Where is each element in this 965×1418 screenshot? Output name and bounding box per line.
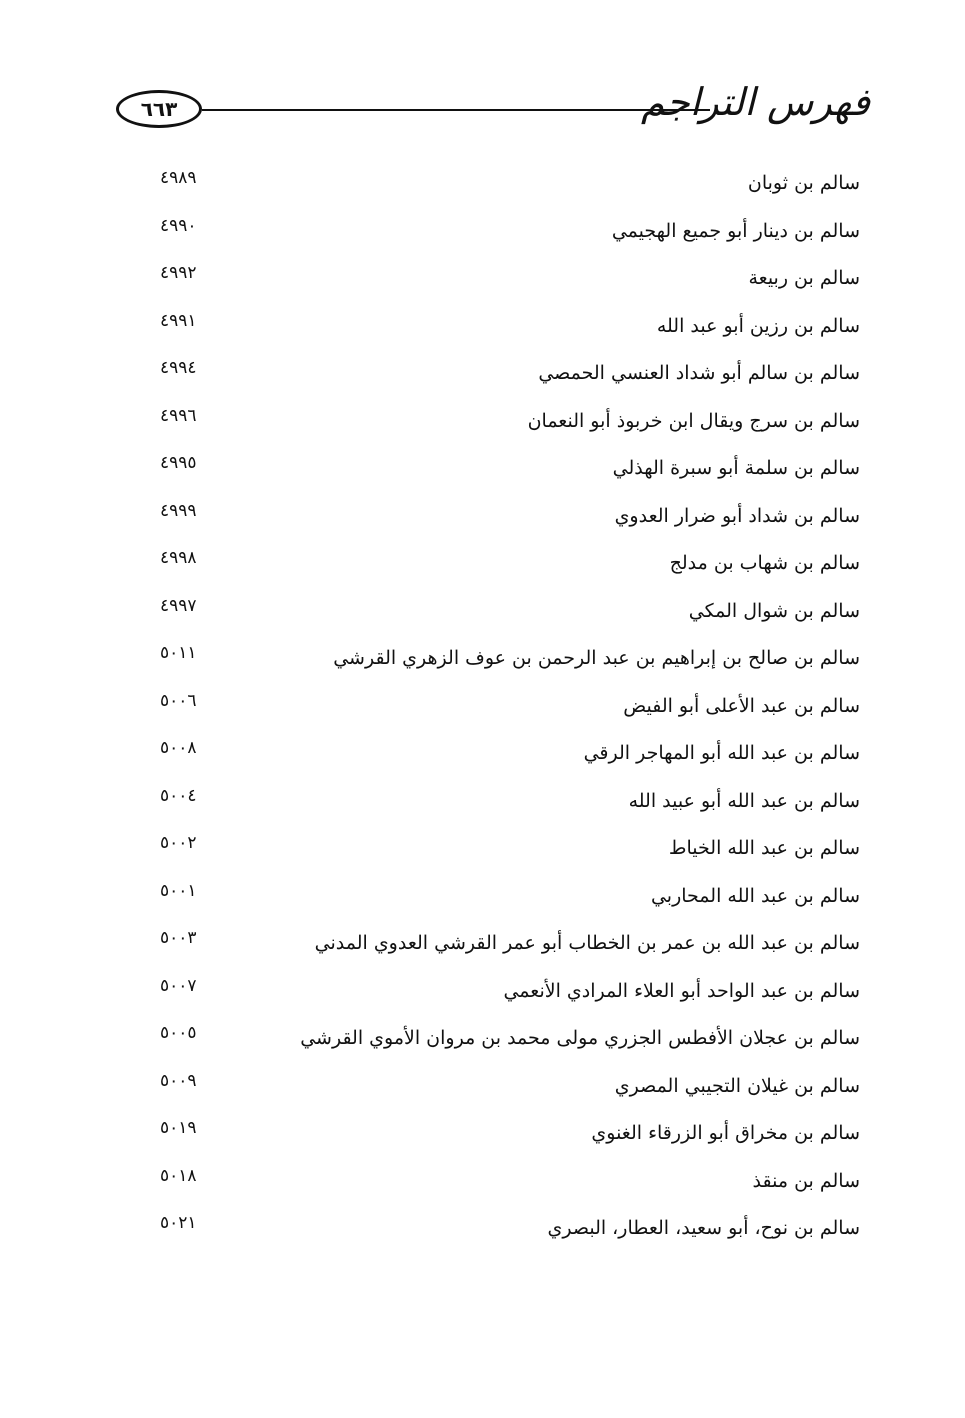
- index-entry: [160, 406, 860, 454]
- index-entry: [160, 881, 860, 929]
- index-entry: [160, 548, 860, 596]
- entry-number: ٤٩٩١: [160, 310, 197, 331]
- entry-number: ٤٩٩٢: [160, 263, 197, 283]
- entry-name: سالم بن ثوبان: [747, 172, 860, 194]
- entry-number: ٤٩٨٩: [160, 168, 197, 188]
- index-entry: [160, 311, 860, 359]
- page-number-badge: [116, 90, 202, 128]
- entry-number: ٥٠٠٤: [160, 785, 197, 806]
- entry-number: ٥٠٠٣: [160, 928, 197, 948]
- entry-name: سالم بن عبد الله أبو عبيد الله: [628, 789, 860, 812]
- entry-name: سالم بن منقذ: [752, 1169, 860, 1192]
- entry-name: سالم بن عبد الواحد أبو العلاء المرادي الأنعمي: [503, 979, 860, 1002]
- entry-number: ٥٠٠٩: [160, 1070, 197, 1091]
- index-entry: [160, 501, 860, 549]
- entry-name: سالم بن سلمة أبو سبرة الهذلي: [612, 457, 860, 479]
- entry-name: سالم بن نوح، أبو سعيد، العطار، البصري: [547, 1217, 860, 1239]
- index-entry: [160, 358, 860, 406]
- entry-number: ٥٠٠٨: [160, 738, 197, 758]
- entry-name: سالم بن عبد الله المحاربي: [650, 884, 860, 907]
- entry-number: ٥٠٢١: [160, 1213, 197, 1233]
- index-entry: [160, 1071, 860, 1119]
- entry-number: ٤٩٩٨: [160, 548, 197, 568]
- entry-number: ٤٩٩٠: [160, 215, 197, 236]
- index-entry: [160, 643, 860, 691]
- entry-number: ٥٠١٨: [160, 1165, 197, 1186]
- entry-number: ٥٠٠٢: [160, 833, 197, 853]
- entry-name: سالم بن عجلان الأفطس الجزري مولى محمد بن مروان الأموي القرشي: [300, 1027, 860, 1049]
- entry-number: ٥٠١١: [160, 643, 197, 663]
- entry-name: سالم بن سالم أبو شداد العنسي الحمصي: [538, 362, 860, 384]
- page-title: فهرس التراجم: [640, 80, 870, 124]
- entry-number: ٥٠٠٥: [160, 1023, 197, 1043]
- entry-number: ٤٩٩٤: [160, 358, 197, 378]
- index-entry: [160, 453, 860, 501]
- index-entry: [160, 168, 860, 216]
- index-entry: [160, 691, 860, 739]
- entry-name: سالم بن مخراق أبو الزرقاء الغنوي: [591, 1122, 860, 1144]
- entry-name: سالم بن عبد الله الخياط: [668, 837, 860, 859]
- entry-number: ٤٩٩٦: [160, 405, 197, 426]
- entry-number: ٥٠٠٧: [160, 975, 197, 996]
- index-entry: [160, 1023, 860, 1071]
- entry-number: ٤٩٩٩: [160, 500, 197, 521]
- entry-number: ٤٩٩٥: [160, 453, 197, 473]
- entry-name: سالم بن ربيعة: [748, 267, 860, 289]
- entry-number: ٥٠٠٦: [160, 690, 197, 711]
- entry-name: سالم بن صالح بن إبراهيم بن عبد الرحمن بن عوف الزهري القرشي: [333, 647, 860, 669]
- entry-name: سالم بن شهاب بن مدلج: [669, 552, 860, 574]
- index-entry: [160, 833, 860, 881]
- index-entry: [160, 596, 860, 644]
- entry-number: ٥٠٠١: [160, 880, 197, 901]
- index-list: [160, 168, 860, 1261]
- index-entry: [160, 976, 860, 1024]
- index-entry: [160, 738, 860, 786]
- index-entry: [160, 1118, 860, 1166]
- index-entry: [160, 216, 860, 264]
- entry-name: سالم بن شوال المكي: [688, 599, 860, 622]
- entry-name: سالم بن عبد الله أبو المهاجر الرقي: [583, 742, 860, 764]
- entry-name: سالم بن شداد أبو ضرار العدوي: [614, 504, 860, 527]
- entry-name: سالم بن دينار أبو جميع الهجيمي: [611, 219, 860, 242]
- index-entry: [160, 786, 860, 834]
- entry-number: ٥٠١٩: [160, 1118, 197, 1138]
- page-number: ٦٦٣: [140, 97, 178, 121]
- entry-name: سالم بن سرج ويقال ابن خربوذ أبو النعمان: [527, 409, 860, 432]
- page-header: [110, 80, 870, 150]
- header-divider: [202, 109, 710, 111]
- index-entry: [160, 263, 860, 311]
- index-entry: [160, 1213, 860, 1261]
- index-entry: [160, 928, 860, 976]
- entry-name: سالم بن عبد الأعلى أبو الفيض: [623, 694, 860, 717]
- entry-name: سالم بن رزين أبو عبد الله: [656, 314, 860, 337]
- index-entry: [160, 1166, 860, 1214]
- entry-name: سالم بن غيلان التجيبي المصري: [614, 1074, 860, 1097]
- entry-number: ٤٩٩٧: [160, 595, 197, 616]
- entry-name: سالم بن عبد الله بن عمر بن الخطاب أبو عمر القرشي العدوي المدني: [314, 932, 860, 954]
